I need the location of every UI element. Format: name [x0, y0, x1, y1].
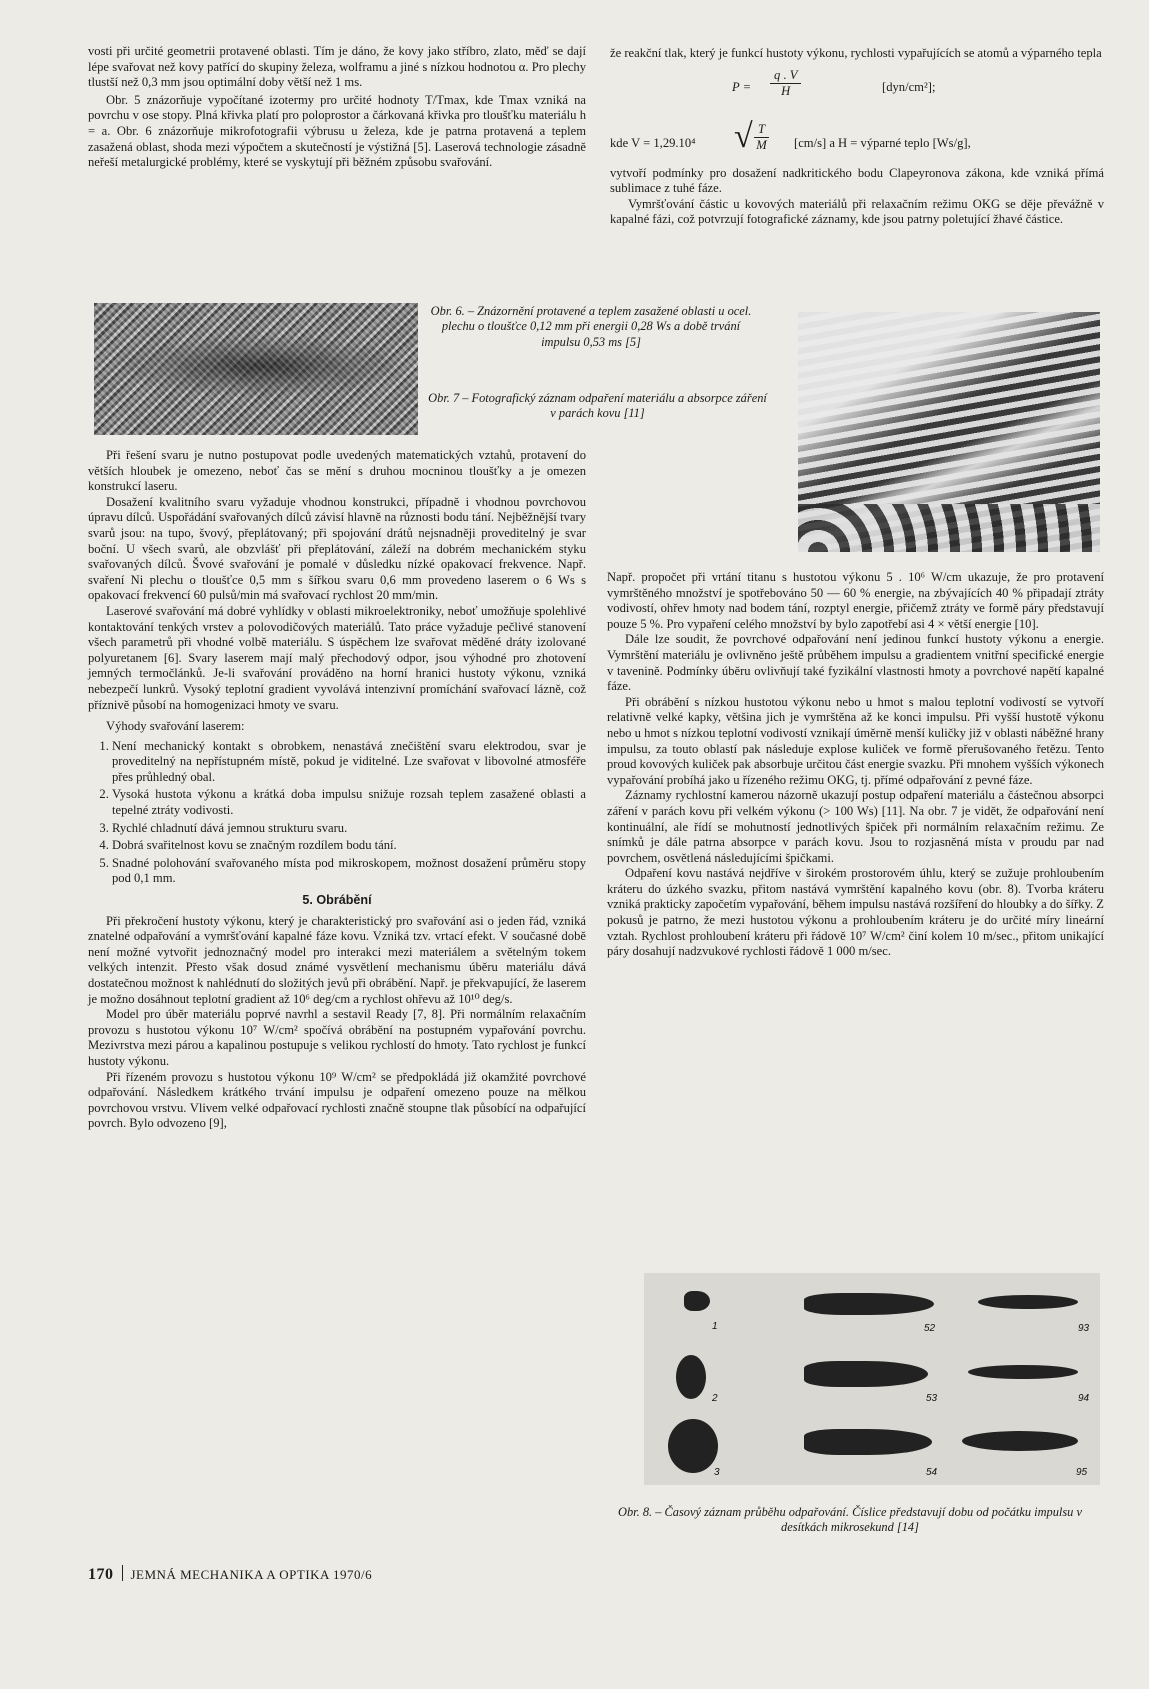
paragraph: Při řízeném provozu s hustotou výkonu 10⁹ W/cm² se předpokládá již okamžité povrchové odpařování. Následkem krátkého trvání impulsu je odpaření omezeno pouze na mělkou povrchovou vrstvu. Vlivem velké odpařovací rychlosti značně stoupne tlak působící na odpařující povrch. Bylo odvozeno [9],: [88, 1069, 586, 1131]
paragraph: Obr. 5 znázorňuje vypočítané izotermy pro určité hodnoty T/Tmax, kde Tmax vzniká na povrchu v ose stopy. Plná křivka platí pro poloprostor a čárkovaná křivka pro tloušťku materiálu h = a. Obr. 6 znázorňuje mikrofotografii výbrusu u železa, kde je patrna protavená a teplem zasažená oblast, shoda mezi výpočtem a skutečností je výstižná [5]. Laserová technologie zásadně neřeší metalurgické problémy, které se vyskytují při běžném způsobu svařování.: [88, 92, 586, 170]
list-item: 2. Vysoká hustota výkonu a krátká doba impulsu snižuje rozsah teplem zasažené oblasti a tepelné ztráty vodivosti.: [112, 787, 586, 818]
left-column-main: [88, 448, 586, 1132]
paragraph: Dosažení kvalitního svaru vyžaduje vhodnou konstrukci, případně i vhodnou povrchovou úpravu dílců. Uspořádání svařovaných dílců závisí hlavně na různosti bodu tání. Nejběžnější tvary svarů jsou: na tupo, švový, přeplátovaný; při spojování drátů nejsnadněji proveditelný je svar boční. U všech svarů, ale obzvlášť při přeplátování, záleží na dobrém mechanickém styku svařovaných dílců. Švové svařování je pomalé v důsledku nízké opakovací frekvence. Např. svaření Ni plechu o tloušťce 0,5 mm s šířkou svaru 0,6 mm provedeno laserem o 6 Ws s opakovací frekvencí 60 pulsů/min má svařovací rychlost 20 mm/min.: [88, 494, 586, 603]
paragraph: že reakční tlak, který je funkcí hustoty výkonu, rychlosti vypařujících se atomů a výparného tepla: [610, 46, 1102, 60]
formula-denominator: M: [756, 138, 767, 153]
paragraph: Laserové svařování má dobré vyhlídky v oblasti mikroelektroniky, neboť umožňuje spolehlivé kontaktování tenkých vrstev a polovodičových materiálů. Tato práce vyžaduje pečlivé stanovení všech parametrů při vhodné volbě materiálu. S úspěchem lze svařovat měděné dráty izolované polyuretanem [6]. Svary laserem mají malý přechodový odpor, jsou výhodné pro zhotovení jemných termočlánků. Je-li svařování prováděno na horní hranici hustoty výkonu, vzniká nebezpečí lunkrů. Vysoký teplotní gradient vyvolává intenzivní promíchání svařovací lázně, což příznivě působí na homogenizaci hmoty ve svaru.: [88, 603, 586, 712]
formula-unit: [dyn/cm²];: [882, 79, 936, 94]
formula-fraction: [770, 68, 801, 100]
frame: [648, 1345, 798, 1413]
frame: [948, 1275, 1098, 1343]
frame: [800, 1275, 950, 1343]
frame-label: 1: [712, 1321, 718, 1332]
formula-denominator: H: [781, 84, 791, 99]
right-column-main: [607, 570, 1104, 960]
frame: [648, 1415, 798, 1483]
footer-divider: [122, 1565, 123, 1581]
list-item: 1. Není mechanický kontakt s obrobkem, nenastává znečištění svaru elektrodou, svar je proveditelný na nepřístupném místě, pokud je viditelné. Lze svařovat v libovolné atmosféře přes průhledný obal.: [112, 739, 586, 786]
formula-suffix: [cm/s] a H = výparné teplo [Ws/g],: [794, 135, 971, 150]
list-item: 3. Rychlé chladnutí dává jemnou strukturu svaru.: [112, 821, 586, 837]
formula-numerator: T: [754, 122, 769, 139]
droplet-stream: [798, 504, 1100, 552]
frame-label: 2: [712, 1393, 718, 1404]
paragraph: Záznamy rychlostní kamerou názorně ukazují postup odpaření materiálu a částečnou absorpci záření v parách kovu při velkém výkonu (> 100 Ws) [11]. Na obr. 7 je vidět, že odpařování není kontinuální, ale řídí se mohutností jednotlivých špiček při normálním relaxačním režimu. Ze snímků je dále patrna absorpce v parách kovu. Jsou to rozjasněná místa v proudu par nad povrchem, osvětlená následujícími špičkami.: [607, 788, 1104, 865]
advantages-list: [88, 739, 586, 887]
formula-velocity: [610, 117, 1104, 166]
section-heading: 5. Obrábění: [302, 893, 372, 908]
formula-pressure: [610, 62, 1104, 118]
page-number: 170: [88, 1566, 114, 1583]
frame: [948, 1415, 1098, 1483]
frame-label: 95: [1076, 1467, 1088, 1478]
frame: [800, 1345, 950, 1413]
figure-6-micrograph: [94, 303, 418, 435]
right-column-top: [610, 46, 1104, 228]
frame: [648, 1275, 798, 1343]
journal-name: JEMNÁ MECHANIKA A OPTIKA 1970/6: [130, 1567, 373, 1582]
list-item: 4. Dobrá svařitelnost kovu se značným rozdílem bodu tání.: [112, 838, 586, 854]
page-footer: [88, 1565, 372, 1584]
figure-8-time-record: [644, 1273, 1100, 1485]
formula-prefix: kde V = 1,29.10⁴: [610, 135, 696, 150]
paragraph: Vymršťování částic u kovových materiálů při relaxačním režimu OKG se děje převážně v kapalné fázi, což potvrzují fotografické záznamy, kde jsou patrny poletující žhavé částice.: [610, 196, 1104, 227]
figure-8-caption: Obr. 8. – Časový záznam průběhu odpařování. Číslice představují dobu od počátku impulsu v desítkách mikrosekund [14]: [618, 1505, 1082, 1535]
formula-lhs: P =: [732, 79, 752, 94]
frame-label: 53: [926, 1393, 938, 1404]
frame-label: 54: [926, 1467, 938, 1478]
frame-label: 52: [924, 1323, 936, 1334]
frame-label: 3: [714, 1467, 720, 1478]
formula-fraction: [754, 122, 769, 154]
paragraph: Odpaření kovu nastává nejdříve v širokém prostorovém úhlu, který se zužuje prohloubením kráteru do úzkého svazku, přitom nastává vymrštění kapalného kovu (obr. 8). Tvorba kráteru vzniká prakticky započetím vypařování, během impulsu nastává rozšíření do hloubky a do šířky. Z pokusů je patrno, že mezi hustotou výkonu a prohloubením kráteru je do určité míry lineární vztah. Rychlost prohloubení kráteru při řádově 10⁷ W/cm² činí kolem 10 m/sec., přitom unikající páry dosahují nadzvukové rychlosti řádově 1 000 m/sec.: [607, 866, 1104, 959]
paragraph: vosti při určité geometrii protavené oblasti. Tím je dáno, že kovy jako stříbro, zlato, měď se dají lépe svařovat než kovy patřící do skupiny železa, wolframu a jiné s nízkou hodnotou α. Pro plechy tlustší než 0,3 mm jsou optimální doby větší než 1 ms.: [88, 44, 586, 90]
sqrt-symbol: √: [734, 117, 753, 155]
figure-7-caption: Obr. 7 – Fotografický záznam odpaření materiálu a absorpce záření v parách kovu [11]: [428, 391, 767, 421]
paragraph: vytvoří podmínky pro dosažení nadkritického bodu Clapeyronova zákona, kde vzniká přímá sublimace z tuhé fáze.: [610, 165, 1104, 196]
figure-6-caption: Obr. 6. – Znázornění protavené a teplem zasažené oblasti u ocel. plechu o tloušťce 0,12 mm při energii 0,28 Ws a době trvání impulsu 0,53 ms [5]: [430, 304, 752, 349]
list-item: 5. Snadné polohování svařovaného místa pod mikroskopem, možnost dosažení průměru stopy pod 0,1 mm.: [112, 856, 586, 887]
left-column-top: [88, 44, 586, 171]
frame-label: 94: [1078, 1393, 1090, 1404]
formula-numerator: q . V: [770, 68, 801, 85]
paragraph: Při překročení hustoty výkonu, který je charakteristický pro svařování asi o jeden řád, vzniká znatelné odpařování a vymršťování kapalné fáze kovu. Vzniká tzv. vrtací efekt. V současné době není možné vytvořit jednoznačný model pro interakci mezi materiálem a světelným tokem velkých intenzit. Přesto však dosud známé vysvětlení mechanismu úběru materiálu dává dostatečnou možnost k nahlédnutí do složitých jevů při obrábění. Např. je překvapující, že laserem je možno dosáhnout teplotní gradient až 10⁶ deg/cm a rychlost ohřevu až 10¹⁰ deg/s.: [88, 913, 587, 1006]
frame: [800, 1415, 950, 1483]
frame-label: 93: [1078, 1323, 1090, 1334]
paragraph: Např. propočet při vrtání titanu s hustotou výkonu 5 . 10⁶ W/cm ukazuje, že pro protavení vymrštěného množství je spotřebováno 50 — 60 % energie, na zbývajících 40 % připadají ztráty vodivostí, ohřev hmoty nad bodem tání, rozptyl energie, přičemž ztráty ve formě páry představují pouze 5 %. Pro vypaření celého množství by bylo zapotřebí asi 4 × větší energie [10].: [607, 570, 1104, 631]
frame: [948, 1345, 1098, 1413]
paragraph: Model pro úběr materiálu poprvé navrhl a sestavil Ready [7, 8]. Při normálním relaxačním provozu s hustotou výkonu 10⁷ W/cm² spočívá obrábění na postupném vypařování povrchu. Mezivrstva mezi párou a kapalinou postupuje s velikou rychlostí do hmoty. Tato rychlost je funkcí hustoty výkonu.: [88, 1007, 586, 1068]
paragraph: Dále lze soudit, že povrchové odpařování není jedinou funkcí hustoty výkonu a energie. Vymrštění materiálu je ovlivněno ještě průběhem impulsu a gradientem vnitřní specifické energie v tavenině. Podmínky úběru ovlivňují také fyzikální vlastnosti hmoty a povrchové napětí kapalné fáze.: [607, 632, 1104, 694]
advantages-heading: Výhody svařování laserem:: [106, 719, 245, 734]
paragraph: Při obrábění s nízkou hustotou výkonu nebo u hmot s malou teplotní vodivostí se vytvoří relativně velké kapky, většina jich je vymrštěna až ke konci impulsu. Při vyšší hustotě výkonu nebo u hmot s nízkou teplotní vodivostí vznikají úměrně menší kuličky již v oblasti náběžné hrany impulsu, za touto oblastí pak následuje explose kuliček ve formě přerušovaného řetězu. Tento proud kovových kuliček pak absorbuje určitou část energie svazku. Při mnohem vyšších výkonech vypařování probíhá jako u řízeného režimu OKG, tj. přímé odpařování z pevné fáze.: [607, 694, 1105, 787]
figure-7-photograph: [798, 312, 1100, 552]
paragraph: Při řešení svaru je nutno postupovat podle uvedených matematických vztahů, protavení do větších hloubek je omezeno, neboť čas se mění s druhou mocninou tloušťky a je omezen konstrukcí laseru.: [88, 448, 586, 494]
